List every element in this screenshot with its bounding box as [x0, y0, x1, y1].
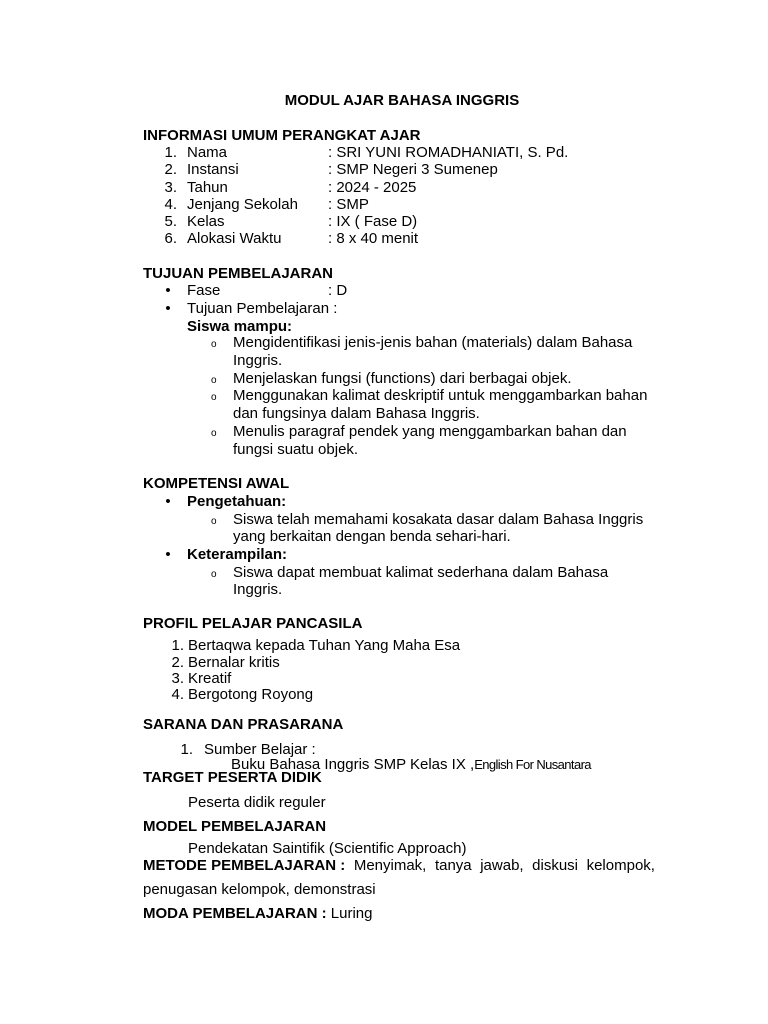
keterampilan-label: Keterampilan:: [187, 546, 288, 563]
info-label: Alokasi Waktu: [187, 230, 282, 247]
info-label: Instansi: [187, 161, 239, 178]
siswa-mampu-label: Siswa mampu:: [187, 318, 293, 335]
objective-line: Menjelaskan fungsi (functions) dari berbagai objek.: [233, 370, 572, 387]
circle-bullet-icon: o: [211, 428, 217, 439]
info-value: : 8 x 40 menit: [328, 230, 419, 247]
circle-bullet-icon: o: [211, 569, 217, 580]
document-title: MODUL AJAR BAHASA INGGRIS: [284, 92, 520, 109]
circle-bullet-icon: o: [211, 375, 217, 386]
pengetahuan-line: Siswa telah memahami kosakata dasar dalam Bahasa Inggris: [233, 511, 644, 528]
metode-heading: METODE PEMBELAJARAN :: [143, 857, 346, 874]
metode-word: kelompok,: [586, 857, 655, 874]
objective-line: Menulis paragraf pendek yang menggambarkan bahan dan: [233, 423, 627, 440]
profil-item: Kreatif: [188, 670, 232, 687]
tujuan-heading: TUJUAN PEMBELAJARAN: [143, 265, 334, 282]
keterampilan-line: Inggris.: [233, 581, 283, 598]
info-num: 5.: [164, 213, 177, 230]
tujuan-pembelajaran-label: Tujuan Pembelajaran :: [187, 300, 338, 317]
moda-heading: MODA PEMBELAJARAN :: [143, 905, 327, 922]
info-num: 1.: [164, 144, 177, 161]
objective-line: dan fungsinya dalam Bahasa Inggris.: [233, 405, 480, 422]
metode-line-2: penugasan kelompok, demonstrasi: [143, 881, 376, 898]
moda-text: Luring: [330, 905, 373, 922]
moda-line: [143, 905, 373, 922]
objective-line: Inggris.: [233, 352, 283, 369]
profil-item: Bertaqwa kepada Tuhan Yang Maha Esa: [188, 637, 461, 654]
info-num: 3.: [164, 179, 177, 196]
info-heading: INFORMASI UMUM PERANGKAT AJAR: [143, 127, 421, 144]
sarana-heading: SARANA DAN PRASARANA: [143, 716, 344, 733]
info-num: 6.: [164, 230, 177, 247]
target-text: Peserta didik reguler: [188, 794, 326, 811]
info-label: Jenjang Sekolah: [187, 196, 298, 213]
keterampilan-line: Siswa dapat membuat kalimat sederhana dalam Bahasa: [233, 564, 609, 581]
metode-word: jawab,: [480, 857, 524, 874]
profil-num: 4.: [171, 686, 184, 703]
info-num: 4.: [164, 196, 177, 213]
fase-label: Fase: [187, 282, 221, 299]
circle-bullet-icon: o: [211, 339, 217, 350]
pengetahuan-label: Pengetahuan:: [187, 493, 287, 510]
objective-line: Menggunakan kalimat deskriptif untuk menggambarkan bahan: [233, 387, 648, 404]
profil-num: 3.: [171, 670, 184, 687]
metode-word: diskusi: [532, 857, 579, 874]
profil-num: 2.: [171, 654, 184, 671]
profil-item: Bernalar kritis: [188, 654, 280, 671]
info-label: Nama: [187, 144, 228, 161]
info-value: : SMP Negeri 3 Sumenep: [328, 161, 498, 178]
profil-heading: PROFIL PELAJAR PANCASILA: [143, 615, 363, 632]
profil-item: Bergotong Royong: [188, 686, 314, 703]
info-num: 2.: [164, 161, 177, 178]
circle-bullet-icon: o: [211, 392, 217, 403]
pengetahuan-line: yang berkaitan dengan benda sehari-hari.: [233, 528, 511, 545]
sarana-num: 1.: [180, 741, 193, 758]
metode-word: Menyimak,: [353, 857, 427, 874]
sumber-belajar-label: Sumber Belajar :: [204, 741, 316, 758]
bullet-icon: •: [165, 282, 171, 299]
info-label: Kelas: [187, 213, 225, 230]
metode-line: [143, 857, 655, 874]
profil-num: 1.: [171, 637, 184, 654]
objective-line: Mengidentifikasi jenis-jenis bahan (materials) dalam Bahasa: [233, 334, 633, 351]
info-value: : 2024 - 2025: [328, 179, 417, 196]
model-text: Pendekatan Saintifik (Scientific Approach): [188, 840, 467, 857]
bullet-icon: •: [165, 546, 171, 563]
bullet-icon: •: [165, 493, 171, 510]
target-heading: TARGET PESERTA DIDIK: [143, 769, 322, 786]
circle-bullet-icon: o: [211, 516, 217, 527]
kompetensi-heading: KOMPETENSI AWAL: [143, 475, 290, 492]
info-value: : SMP: [328, 196, 369, 213]
metode-word: tanya: [434, 857, 472, 874]
model-heading: MODEL PEMBELAJARAN: [143, 818, 327, 835]
buku-title: English For Nusantara: [474, 757, 591, 772]
info-value: : SRI YUNI ROMADHANIATI, S. Pd.: [328, 144, 569, 161]
info-label: Tahun: [187, 179, 228, 196]
info-value: : IX ( Fase D): [328, 213, 418, 230]
objective-line: fungsi suatu objek.: [233, 441, 359, 458]
bullet-icon: •: [165, 300, 171, 317]
buku-text: Buku Bahasa Inggris SMP Kelas IX ,: [231, 756, 475, 773]
fase-value: : D: [328, 282, 348, 299]
